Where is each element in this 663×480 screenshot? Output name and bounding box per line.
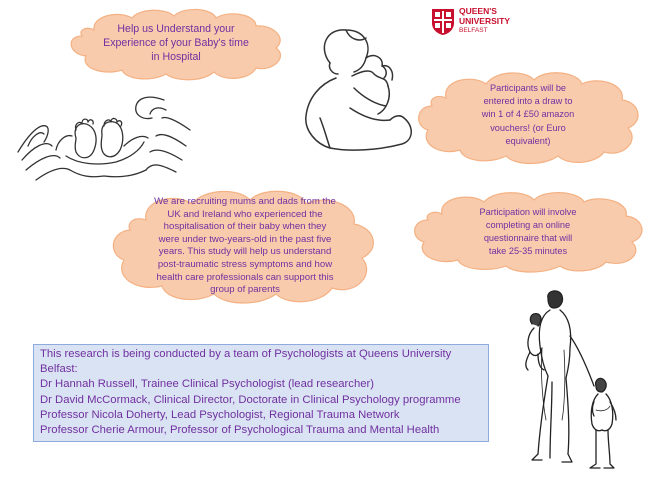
recruiting-line-4: were under two-years-old in the past five xyxy=(158,233,332,245)
team-member: Dr David McCormack, Clinical Director, Doctorate in Clinical Psychology programme xyxy=(40,393,461,406)
recruiting-line-6: post-traumatic stress symptoms and how xyxy=(157,258,333,270)
recruiting-line-2: UK and Ireland who experienced the xyxy=(167,208,323,220)
prize-cloud xyxy=(416,68,640,164)
title-cloud xyxy=(66,8,286,80)
participation-line-1: Participation will involve xyxy=(479,207,577,217)
team-member: Professor Nicola Doherty, Lead Psychologist, Regional Trauma Network xyxy=(40,408,400,421)
team-member: Professor Cherie Armour, Professor of Psychological Trauma and Mental Health xyxy=(40,424,440,437)
mother-with-children-illustration xyxy=(510,290,650,474)
prize-line-2: entered into a draw to xyxy=(483,96,573,107)
recruiting-line-8: group of parents xyxy=(210,284,280,296)
queens-university-logo xyxy=(431,6,531,38)
recruiting-cloud xyxy=(112,186,378,304)
recruiting-line-5: years. This study will help us understand xyxy=(158,246,332,258)
crest-shield-icon xyxy=(431,8,455,36)
participation-cloud xyxy=(412,190,644,270)
recruiting-line-3: hospitalisation of their baby when they xyxy=(163,221,327,233)
participation-line-3: questionnaire that will xyxy=(483,233,573,243)
prize-line-4: vouchers! (or Euro xyxy=(490,122,566,133)
hands-holding-baby-feet-icon xyxy=(16,90,192,200)
title-line-1: Help us Understand your xyxy=(117,23,235,35)
prize-line-3: win 1 of 4 £50 amazon xyxy=(481,109,575,120)
prize-line-1: Participants will be xyxy=(489,83,567,93)
parent-hugging-baby-icon xyxy=(290,18,420,168)
team-intro: This research is being conducted by a team of Psychologists at Queens University xyxy=(40,348,452,360)
team-intro-cont: Belfast: xyxy=(40,363,78,376)
participation-line-4: take 25-35 minutes xyxy=(488,246,568,256)
logo-line-1: QUEEN'S xyxy=(459,6,497,16)
research-team-box xyxy=(33,344,489,442)
prize-line-5: equivalent) xyxy=(505,135,551,146)
recruiting-line-7: health care professionals can support this xyxy=(156,271,334,283)
team-member: Dr Hannah Russell, Trainee Clinical Psychologist (lead researcher) xyxy=(40,378,375,391)
participation-line-2: completing an online xyxy=(485,220,571,230)
hands-holding-baby-feet-illustration xyxy=(16,90,192,200)
title-line-2: Experience of your Baby's time xyxy=(103,37,249,49)
parent-hugging-baby-illustration xyxy=(290,18,420,168)
title-line-3: in Hospital xyxy=(151,51,201,63)
logo-line-3: BELFAST xyxy=(459,27,488,34)
recruiting-line-1: We are recruiting mums and dads from the xyxy=(154,196,336,207)
mother-with-children-icon xyxy=(510,290,650,474)
logo-line-2: UNIVERSITY xyxy=(459,16,511,26)
